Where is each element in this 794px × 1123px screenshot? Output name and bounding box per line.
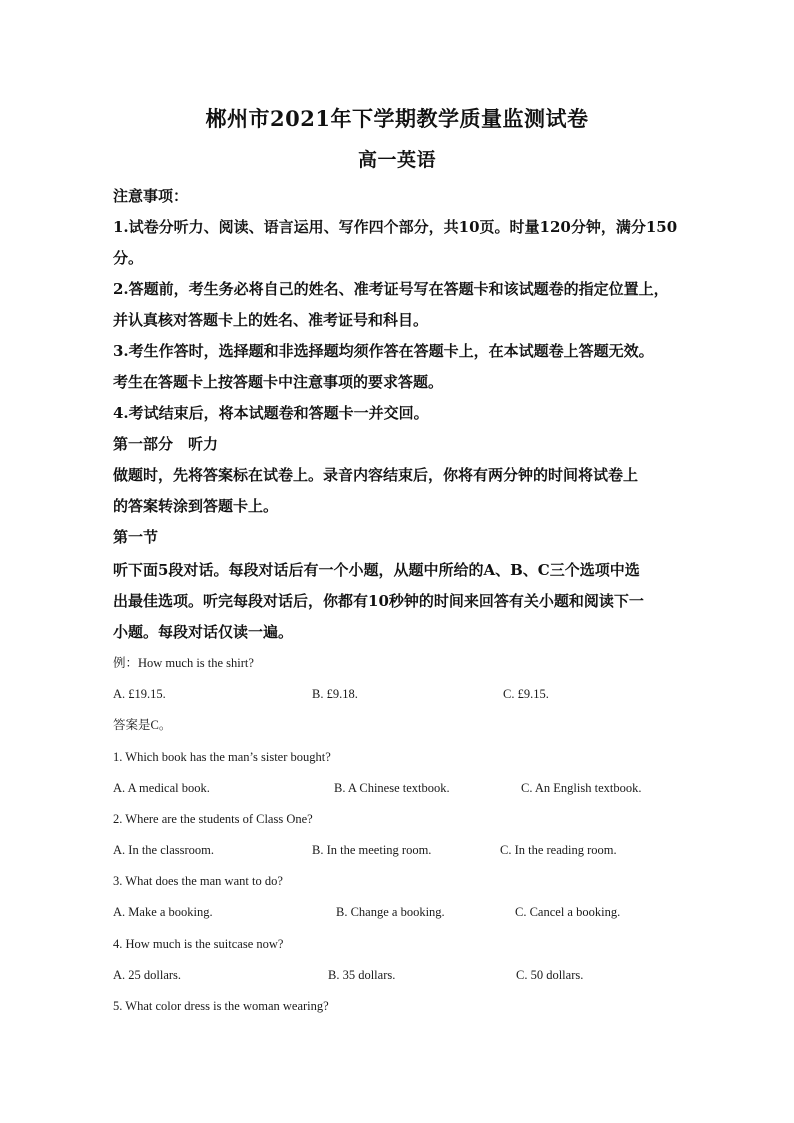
example-option-a: A. £19.15. <box>113 687 166 701</box>
question-1-option-b: B. A Chinese textbook. <box>334 781 450 795</box>
notice-line-6: 考生在答题卡上按答题卡中注意事项的要求答题。 <box>113 373 444 391</box>
question-1: 1. Which book has the man’s sister bought? <box>113 750 331 764</box>
question-2-option-b: B. In the meeting room. <box>312 843 432 857</box>
question-4-option-c: C. 50 dollars. <box>516 968 584 982</box>
section1-intro-line-3: 小题。每段对话仅读一遍。 <box>113 623 294 641</box>
notice-line-1: 1.试卷分听力、阅读、语言运用、写作四个部分，共10页。时量120分钟，满分150 <box>113 218 678 236</box>
question-3-option-a: A. Make a booking. <box>113 905 213 919</box>
question-5: 5. What color dress is the woman wearing? <box>113 999 329 1013</box>
part1-intro-line-1: 做题时，先将答案标在试卷上。录音内容结束后，你将有两分钟的时间将试卷上 <box>113 466 639 484</box>
page-title: 郴州市2021年下学期教学质量监测试卷 <box>205 106 589 131</box>
question-4-option-b: B. 35 dollars. <box>328 968 396 982</box>
question-2-option-c: C. In the reading room. <box>500 843 617 857</box>
page-subtitle: 高一英语 <box>357 149 436 171</box>
example-option-c: C. £9.15. <box>503 687 549 701</box>
question-4-option-a: A. 25 dollars. <box>113 968 182 982</box>
notice-line-3: 2.答题前，考生务必将自己的姓名、准考证号写在答题卡和该试题卷的指定位置上， <box>113 280 669 298</box>
question-1-option-a: A. A medical book. <box>113 781 210 795</box>
example-answer: 答案是C。 <box>113 718 172 732</box>
notice-line-2: 分。 <box>113 249 144 267</box>
question-3: 3. What does the man want to do? <box>113 874 283 888</box>
example-option-b: B. £9.18. <box>312 687 358 701</box>
notice-heading: 注意事项： <box>113 187 189 205</box>
question-1-option-c: C. An English textbook. <box>521 781 642 795</box>
part1-heading: 第一部分 听力 <box>113 435 219 453</box>
question-2: 2. Where are the students of Class One? <box>113 812 313 826</box>
notice-line-4: 并认真核对答题卡上的姓名、准考证号和科目。 <box>113 311 429 329</box>
notice-line-5: 3.考生作答时，选择题和非选择题均须作答在答题卡上，在本试题卷上答题无效。 <box>113 342 654 360</box>
section1-intro-line-2: 出最佳选项。听完每段对话后，你都有10秒钟的时间来回答有关小题和阅读下一 <box>113 592 644 610</box>
question-3-option-b: B. Change a booking. <box>336 905 445 919</box>
question-2-option-a: A. In the classroom. <box>113 843 215 857</box>
section1-heading: 第一节 <box>113 528 159 546</box>
question-3-option-c: C. Cancel a booking. <box>515 905 621 919</box>
example-question: 例：How much is the shirt? <box>113 656 254 670</box>
question-4: 4. How much is the suitcase now? <box>113 937 284 951</box>
section1-intro-line-1: 听下面5段对话。每段对话后有一个小题，从题中所给的A、B、C三个选项中选 <box>113 561 640 579</box>
part1-intro-line-2: 的答案转涂到答题卡上。 <box>113 497 279 515</box>
notice-line-7: 4.考试结束后，将本试题卷和答题卡一并交回。 <box>113 404 429 422</box>
